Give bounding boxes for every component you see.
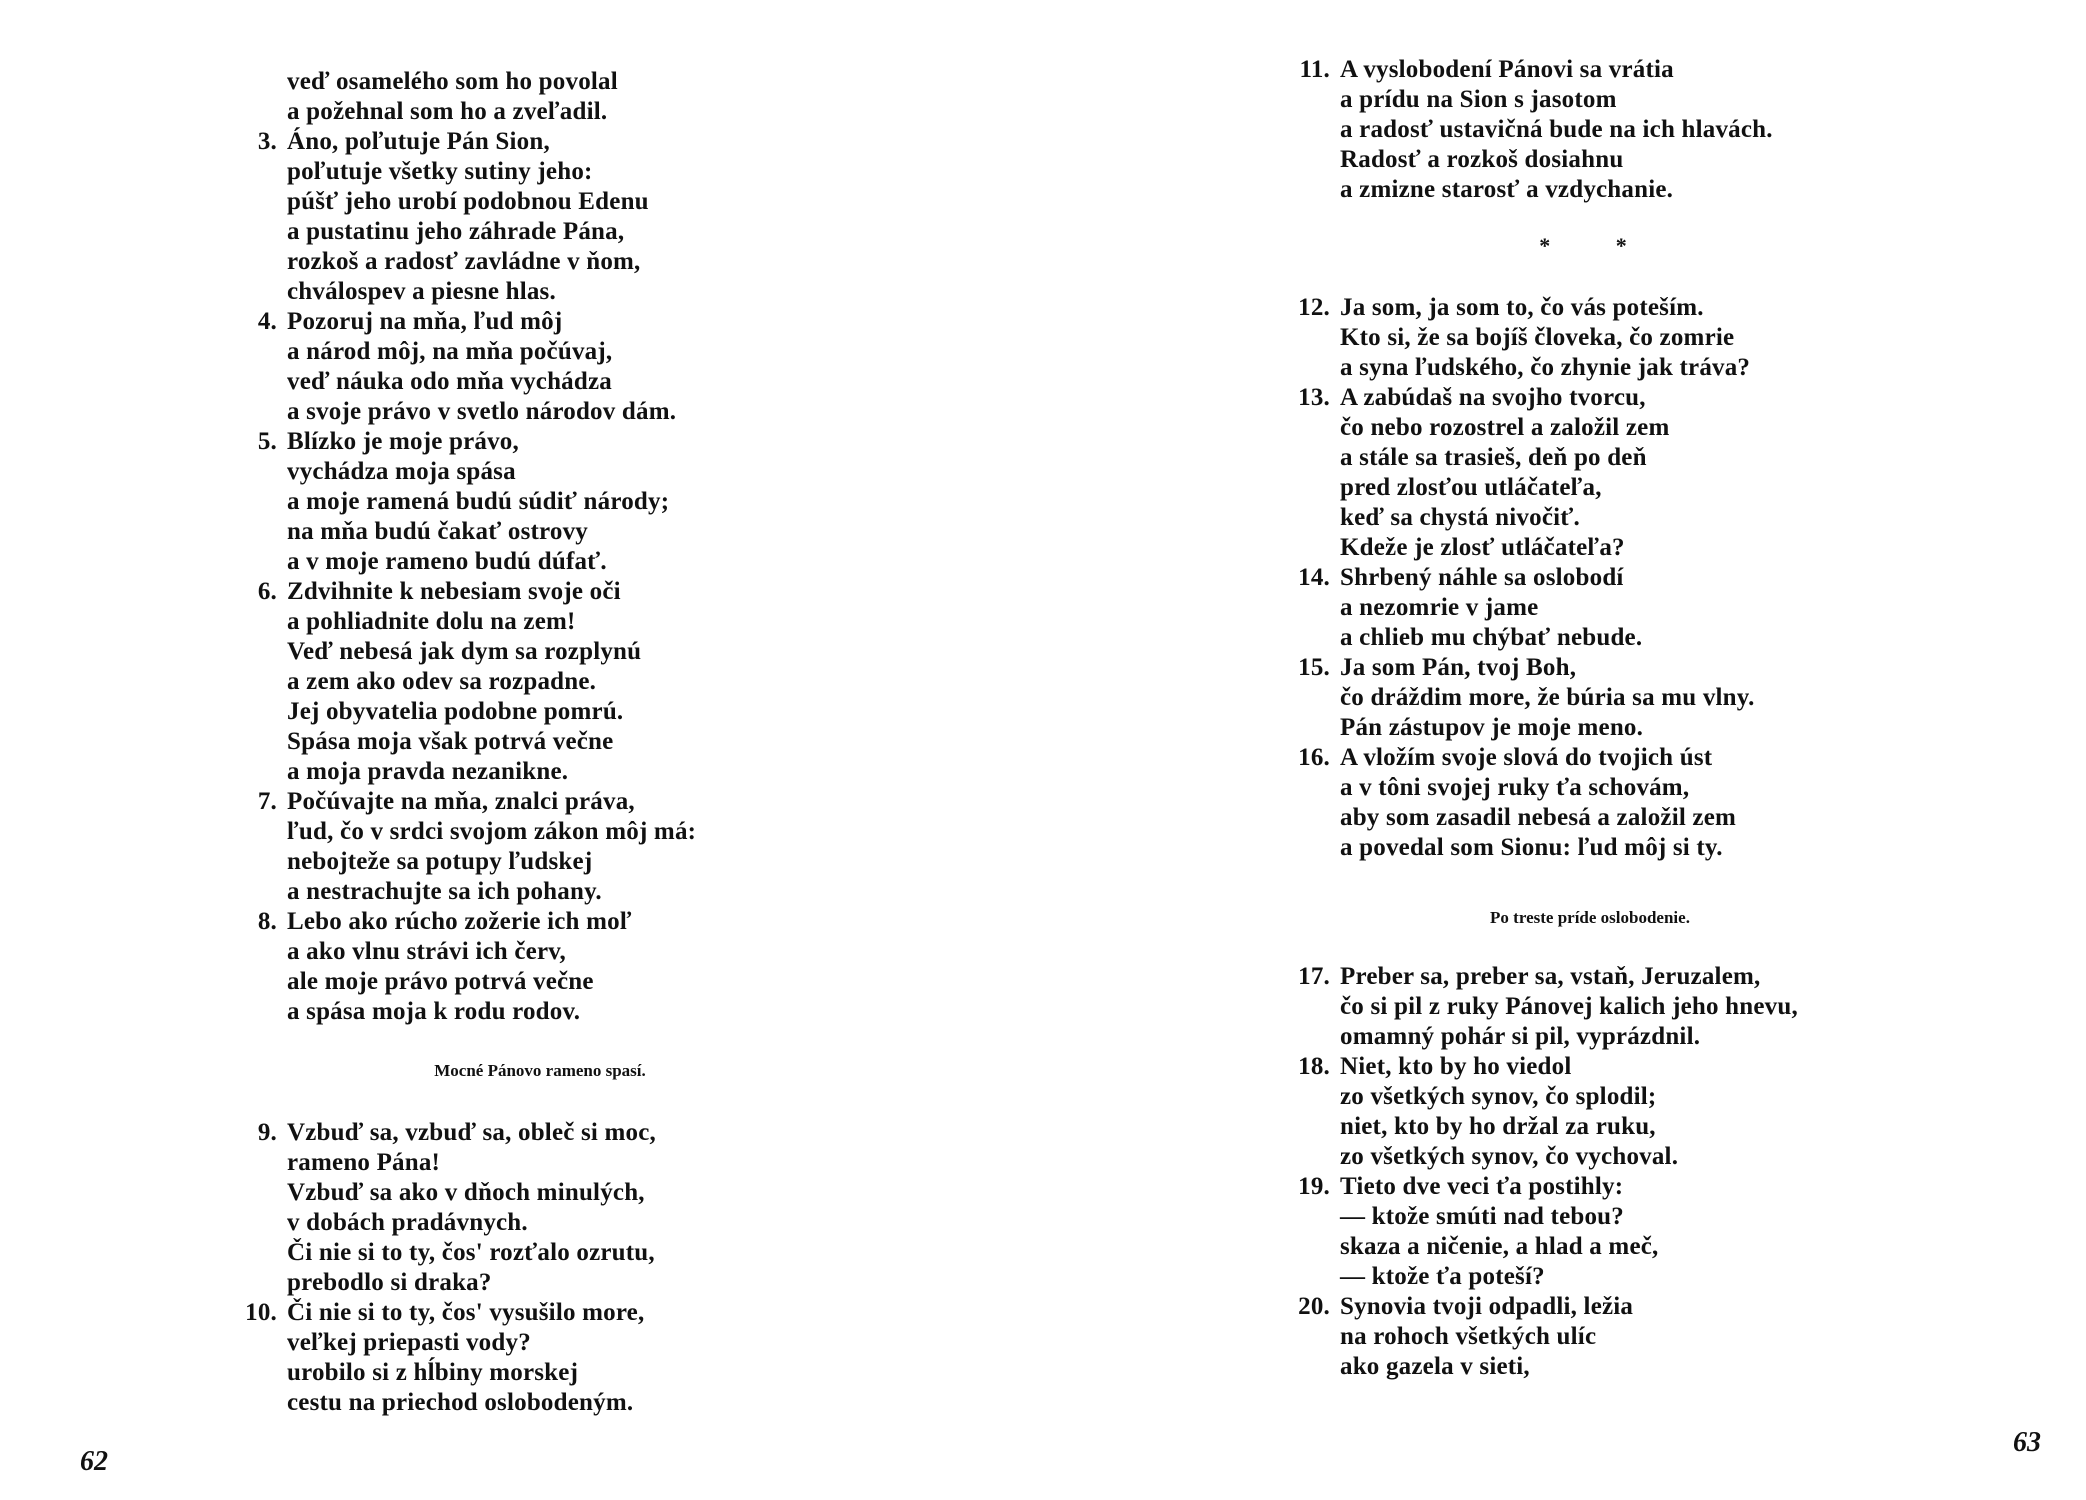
- verse-line: Vzbuď sa ako v dňoch minulých,: [287, 1179, 645, 1206]
- verse: [245, 1298, 656, 1418]
- verse-line: vychádza moja spása: [287, 458, 516, 485]
- verse-line: A vložím svoje slová do tvojich úst: [1340, 744, 1713, 771]
- verse-line: Zdvihnite k nebesiam svoje oči: [287, 578, 621, 605]
- verse-line: a požehnal som ho a zveľadil.: [287, 98, 608, 125]
- verse-line: Radosť a rozkoš dosiahnu: [1340, 146, 1624, 173]
- verse-line: a stále sa trasieš, deň po deň: [1340, 444, 1647, 471]
- verse-number: 11.: [1299, 56, 1330, 83]
- verse-line: a chlieb mu chýbať nebude.: [1340, 624, 1643, 651]
- verse-line: a prídu na Sion s jasotom: [1340, 86, 1617, 113]
- verse-line: čo nebo rozostrel a založil zem: [1340, 414, 1670, 441]
- verse: [287, 67, 696, 127]
- verse: [257, 127, 696, 307]
- verse-line: Ja som Pán, tvoj Boh,: [1340, 654, 1577, 681]
- verse-line: Blízko je moje právo,: [287, 428, 519, 455]
- page-number: 63: [2013, 1427, 2041, 1458]
- verse: [1298, 1052, 1798, 1172]
- verse-number: 18.: [1298, 1053, 1330, 1080]
- verse-line: a zmizne starosť a vzdychanie.: [1340, 176, 1674, 203]
- verse-line: ľud, čo v srdci svojom zákon môj má:: [287, 818, 697, 845]
- verse-line: Kdeže je zlosť utláčateľa?: [1340, 534, 1625, 561]
- section-heading: Po treste príde oslobodenie.: [1490, 908, 1690, 927]
- ornament: * *: [1539, 233, 1657, 258]
- verse-line: Vzbuď sa, vzbuď sa, obleč si moc,: [287, 1119, 656, 1146]
- verse-line: čo dráždim more, že búria sa mu vlny.: [1340, 684, 1755, 711]
- stanza: [1298, 962, 1798, 1382]
- verse-line: pred zlosťou utláčateľa,: [1340, 474, 1602, 501]
- verse-line: Pozoruj na mňa, ľud môj: [287, 308, 563, 335]
- verse-line: veď osamelého som ho povolal: [287, 68, 618, 95]
- verse-line: Či nie si to ty, čos' rozťalo ozrutu,: [287, 1239, 655, 1266]
- verse-number: 7.: [257, 788, 277, 815]
- page-number: 62: [80, 1446, 108, 1477]
- verse-line: Lebo ako rúcho zožerie ich moľ: [287, 908, 632, 935]
- verse-line: a nezomrie v jame: [1340, 594, 1539, 621]
- verse-number: 9.: [257, 1119, 277, 1146]
- verse: [257, 1118, 656, 1298]
- verse-number: 13.: [1298, 384, 1330, 411]
- verse: [1298, 293, 1755, 383]
- stanza: [245, 1118, 656, 1418]
- verse-line: a pohliadnite dolu na zem!: [287, 608, 576, 635]
- verse: [1298, 653, 1755, 743]
- verse-number: 16.: [1298, 744, 1330, 771]
- right-page: [1043, 0, 2086, 1500]
- verse-line: ale moje právo potrvá večne: [287, 968, 594, 995]
- verse-number: 14.: [1298, 564, 1330, 591]
- verse-line: Niet, kto by ho viedol: [1340, 1053, 1572, 1080]
- verse-line: Spása moja však potrvá večne: [287, 728, 614, 755]
- verse-line: čo si pil z ruky Pánovej kalich jeho hnevu,: [1340, 993, 1798, 1020]
- verse-line: a v tôni svojej ruky ťa schovám,: [1340, 774, 1690, 801]
- section-heading: Mocné Pánovo rameno spasí.: [434, 1061, 646, 1080]
- verse-line: skaza a ničenie, a hlad a meč,: [1340, 1233, 1659, 1260]
- verse: [257, 787, 697, 907]
- verse-number: 5.: [257, 428, 277, 455]
- verse-line: púšť jeho urobí podobnou Edenu: [287, 188, 649, 215]
- verse-line: a svoje právo v svetlo národov dám.: [287, 398, 677, 425]
- verse-line: Jej obyvatelia podobne pomrú.: [287, 698, 624, 725]
- verse-line: rameno Pána!: [287, 1149, 441, 1176]
- verse-line: — ktože smúti nad tebou?: [1340, 1203, 1624, 1230]
- stanza: [257, 67, 697, 1027]
- verse-line: Shrbený náhle sa oslobodí: [1340, 564, 1624, 591]
- verse-line: Pán zástupov je moje meno.: [1340, 714, 1644, 741]
- verse-line: veľkej priepasti vody?: [287, 1329, 531, 1356]
- verse: [1298, 743, 1755, 863]
- verse-line: Počúvajte na mňa, znalci práva,: [287, 788, 635, 815]
- verse-line: Synovia tvoji odpadli, ležia: [1340, 1293, 1634, 1320]
- verse-line: a ako vlnu strávi ich červ,: [287, 938, 567, 965]
- verse-line: veď náuka odo mňa vychádza: [287, 368, 612, 395]
- verse-number: 6.: [257, 578, 277, 605]
- verse: [1298, 1172, 1798, 1292]
- verse-line: a moja pravda nezanikne.: [287, 758, 569, 785]
- verse-number: 4.: [257, 308, 277, 335]
- verse-line: a zem ako odev sa rozpadne.: [287, 668, 597, 695]
- verse: [1298, 1292, 1798, 1382]
- verse-number: 8.: [257, 908, 277, 935]
- verse-line: a pustatinu jeho záhrade Pána,: [287, 218, 625, 245]
- verse-line: Veď nebesá jak dym sa rozplynú: [287, 638, 642, 665]
- verse: [257, 907, 696, 1027]
- verse-line: omamný pohár si pil, vyprázdnil.: [1340, 1023, 1701, 1050]
- verse-line: a spása moja k rodu rodov.: [287, 998, 581, 1025]
- verse-line: a syna ľudského, čo zhynie jak tráva?: [1340, 354, 1751, 381]
- verse: [257, 427, 696, 577]
- verse-line: rozkoš a radosť zavládne v ňom,: [287, 248, 641, 275]
- verse-line: A vyslobodení Pánovi sa vrátia: [1340, 56, 1674, 83]
- verse-line: Preber sa, preber sa, vstaň, Jeruzalem,: [1340, 963, 1761, 990]
- verse-line: aby som zasadil nebesá a založil zem: [1340, 804, 1737, 831]
- verse-number: 12.: [1298, 294, 1330, 321]
- verse-line: a moje ramená budú súdiť národy;: [287, 488, 670, 515]
- verse-line: na rohoch všetkých ulíc: [1340, 1323, 1597, 1350]
- verse-line: poľutuje všetky sutiny jeho:: [287, 158, 593, 185]
- verse-number: 15.: [1298, 654, 1330, 681]
- stanza: [1298, 293, 1755, 863]
- verse-line: nebojteže sa potupy ľudskej: [287, 848, 593, 875]
- verse-line: a národ môj, na mňa počúvaj,: [287, 338, 613, 365]
- verse-line: zo všetkých synov, čo vychoval.: [1340, 1143, 1679, 1170]
- verse-line: A zabúdaš na svojho tvorcu,: [1340, 384, 1646, 411]
- verse-line: chválospev a piesne hlas.: [287, 278, 556, 305]
- verse-line: a radosť ustavičná bude na ich hlavách.: [1340, 116, 1773, 143]
- verse-line: urobilo si z hĺbiny morskej: [287, 1359, 579, 1386]
- verse: [1298, 563, 1755, 653]
- verse-line: a nestrachujte sa ich pohany.: [287, 878, 602, 905]
- verse-line: Áno, poľutuje Pán Sion,: [287, 128, 550, 155]
- verse-line: Ja som, ja som to, čo vás poteším.: [1340, 294, 1704, 321]
- verse-line: — ktože ťa poteší?: [1340, 1263, 1545, 1290]
- verse-line: prebodlo si draka?: [287, 1269, 492, 1296]
- verse-line: a v moje rameno budú dúfať.: [287, 548, 607, 575]
- verse: [257, 577, 696, 787]
- verse-line: Kto si, že sa bojíš človeka, čo zomrie: [1340, 324, 1735, 351]
- verse: [257, 307, 696, 427]
- verse-number: 20.: [1298, 1293, 1330, 1320]
- verse-line: cestu na priechod oslobodeným.: [287, 1389, 634, 1416]
- verse-line: keď sa chystá nivočiť.: [1340, 504, 1580, 531]
- verse-line: Či nie si to ty, čos' vysušilo more,: [287, 1299, 645, 1326]
- verse-number: 17.: [1298, 963, 1330, 990]
- verse-line: niet, kto by ho držal za ruku,: [1340, 1113, 1656, 1140]
- verse-line: ako gazela v sieti,: [1340, 1353, 1530, 1380]
- verse-line: a povedal som Sionu: ľud môj si ty.: [1340, 834, 1723, 861]
- verse-number: 10.: [245, 1299, 277, 1326]
- stanza: [1299, 55, 1773, 205]
- verse-line: zo všetkých synov, čo splodil;: [1340, 1083, 1657, 1110]
- verse-number: 3.: [257, 128, 277, 155]
- verse-line: v dobách pradávnych.: [287, 1209, 528, 1236]
- verse-number: 19.: [1298, 1173, 1330, 1200]
- verse: [1298, 383, 1755, 563]
- verse: [1298, 962, 1798, 1052]
- verse-line: Tieto dve veci ťa postihly:: [1340, 1173, 1624, 1200]
- verse-line: na mňa budú čakať ostrovy: [287, 518, 588, 545]
- verse: [1299, 55, 1773, 205]
